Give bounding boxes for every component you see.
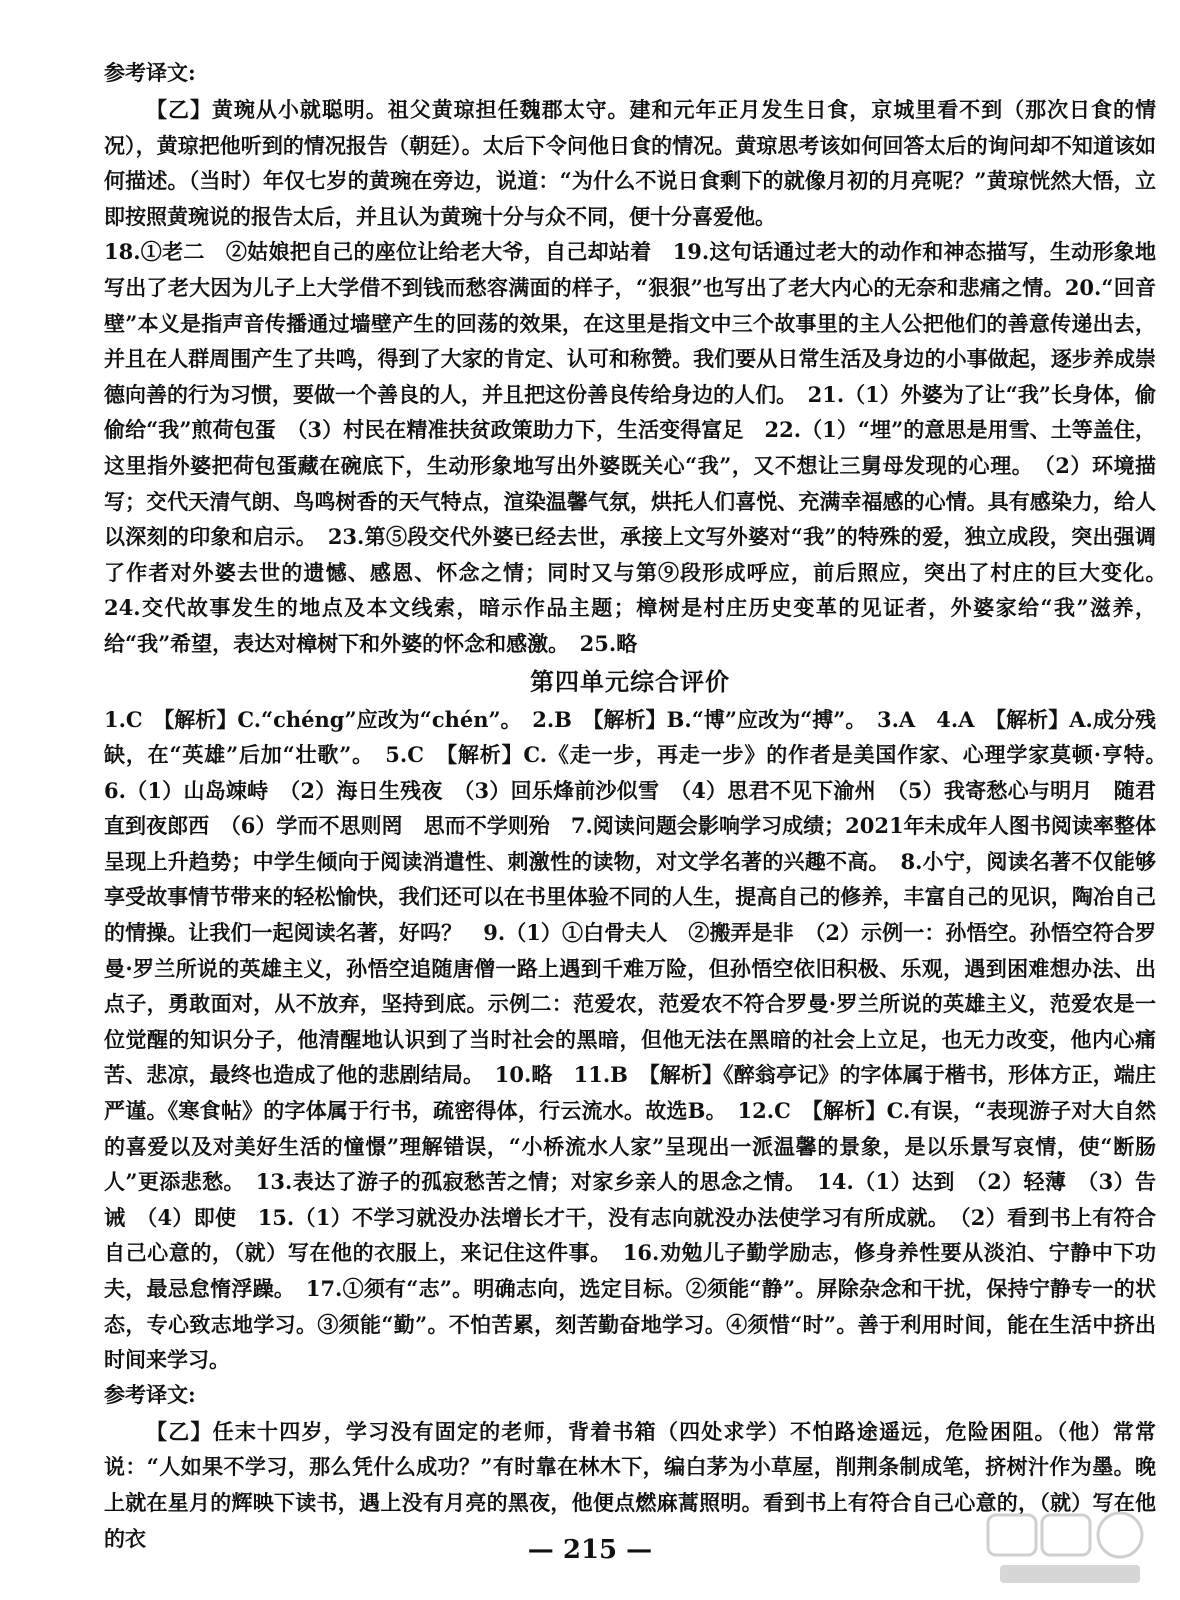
reference-translation-paragraph: 【乙】黄琬从小就聪明。祖父黄琼担任魏郡太守。建和元年正月发生日食，京城里看不到（那次日食的情况），黄琼把他听到的情况报告（朝廷）。太后下令问他日食的情况。黄琼思考该如何回答太后的询问却不知道该如何描述。（当时）年仅七岁的黄琬在旁边，说道：“为什么不说日食剩下的就像月初的月亮呢？”黄琼恍然大悟，立即按照黄琬说的报告太后，并且认为黄琬十分与众不同，便十分喜爱他。: [104, 97, 1156, 229]
reference-translation-label: 参考译文:: [104, 60, 196, 85]
page-number: — 215 —: [527, 1535, 653, 1565]
section-heading: 第四单元综合评价: [530, 666, 730, 696]
page-content: [104, 56, 1177, 1556]
reference-translation-label-2: 参考译文:: [104, 1381, 196, 1407]
reference-translation-paragraph-2: 【乙】任末十四岁，学习没有固定的老师，背着书箱（四处求学）不怕路途遥远，危险困阻。（他）常常说：“人如果不学习，那么凭什么成功？”有时靠在林木下，编白茅为小草屋，削荆条制成笔，挤树汁作为墨。晚上就在星月的辉映下读书，遇上没有月亮的黑夜，他便点燃麻蒿照明。看到书上有符合自己心意的，（就）写在他的衣: [104, 1418, 1156, 1551]
unit-four-answers-paragraph: 1.C 【解析】C.“chéng”应改为“chén”。 2.B 【解析】B.“博”应改为“搏”。 3.A 4.A 【解析】A.成分残缺，在“英雄”后加“壮歌”。 5.C 【解析】C.《走一步，再走一步》的作者是美国作家、心理学家莫顿·亨特。 6.（1）山岛竦峙 （2）海日生残夜 （3）回乐烽前沙似雪 （4）思君不见下渝州 （5）我寄愁心与明月 随君直到夜郎西 （6）学而不思则罔 思而不学则殆 7.阅读问题会影响学习成绩；2021年未成年人图书阅读率整体呈现上升趋势；中学生倾向于阅读消遣性、刺激性的读物，对文学名著的兴趣不高。 8.小宁，阅读名著不仅能够享受故事情节带来的轻松愉快，我们还可以在书里体验不同的人生，提高自己的修养，丰富自己的见识，陶冶自己的情操。让我们一起阅读名著，好吗？ 9.（1）①白骨夫人 ②搬弄是非 （2）示例一：孙悟空。孙悟空符合罗曼·罗兰所说的英雄主义，孙悟空追随唐僧一路上遇到千难万险，但孙悟空依旧积极、乐观，遇到困难想办法、出点子，勇敢面对，从不放弃，坚持到底。示例二：范爱农，范爱农不符合罗曼·罗兰所说的英雄主义，范爱农是一位觉醒的知识分子，他清醒地认识到了当时社会的黑暗，但他无法在黑暗的社会上立足，也无力改变，他内心痛苦、悲凉，最终也造成了他的悲剧结局。 10.略 11.B 【解析】《醉翁亭记》的字体属于楷书，形体方正，端庄严谨。《寒食帖》的字体属于行书，疏密得体，行云流水。故选B。 12.C 【解析】C.有误，“表现游子对大自然的喜爱以及对美好生活的憧憬”理解错误，“小桥流水人家”呈现出一派温馨的景象，是以乐景写哀情，使“断肠人”更添悲愁。 13.表达了游子的孤寂愁苦之情；对家乡亲人的思念之情。 14.（1）达到 （2）轻薄 （3）告诫 （4）即使 15.（1）不学习就没办法增长才干，没有志向就没办法使学习有所成就。 （2）看到书上有符合自己心意的，（就）写在他的衣服上，来记住这件事。 16.劝勉儿子勤学励志，修身养性要从淡泊、宁静中下功夫，最忌怠惰浮躁。 17.①须有“志”。明确志向，选定目标。②须能“静”。屏除杂念和干扰，保持宁静专一的状态，专心致志地学习。③须能“勤”。不怕苦累，刻苦勤奋地学习。④须惜“时”。善于利用时间，能在生活中挤出时间来学习。: [104, 706, 1177, 1373]
watermark-logo-icon: [980, 1505, 1160, 1595]
answers-18-25-paragraph: 18.①老二 ②姑娘把自己的座位让给老大爷，自己却站着 19.这句话通过老大的动作和神态描写，生动形象地写出了老大因为儿子上大学借不到钱而愁容满面的样子，“狠狠”也写出了老大内心的无奈和悲痛之情。20.“回音壁”本义是指声音传播通过墙壁产生的回荡的效果，在这里是指文中三个故事里的主人公把他们的善意传递出去，并且在人群周围产生了共鸣，得到了大家的肯定、认可和称赞。我们要从日常生活及身边的小事做起，逐步养成崇德向善的行为习惯，要做一个善良的人，并且把这份善良传给身边的人们。 21.（1）外婆为了让“我”长身体，偷偷给“我”煎荷包蛋 （3）村民在精准扶贫政策助力下，生活变得富足 22.（1）“埋”的意思是用雪、土等盖住，这里指外婆把荷包蛋藏在碗底下，生动形象地写出外婆既关心“我”，又不想让三舅母发现的心理。 （2）环境描写；交代天清气朗、鸟鸣树香的天气特点，渲染温馨气氛，烘托人们喜悦、充满幸福感的心情。具有感染力，给人以深刻的印象和启示。 23.第⑤段交代外婆已经去世，承接上文写外婆对“我”的特殊的爱，独立成段，突出强调了作者对外婆去世的遗憾、感恩、怀念之情；同时又与第⑨段形成呼应，前后照应，突出了村庄的巨大变化。 24.交代故事发生的地点及本文线索，暗示作品主题；樟树是村庄历史变革的见证者，外婆家给“我”滋养，给“我”希望，表达对樟树下和外婆的怀念和感激。 25.略: [104, 239, 1177, 656]
